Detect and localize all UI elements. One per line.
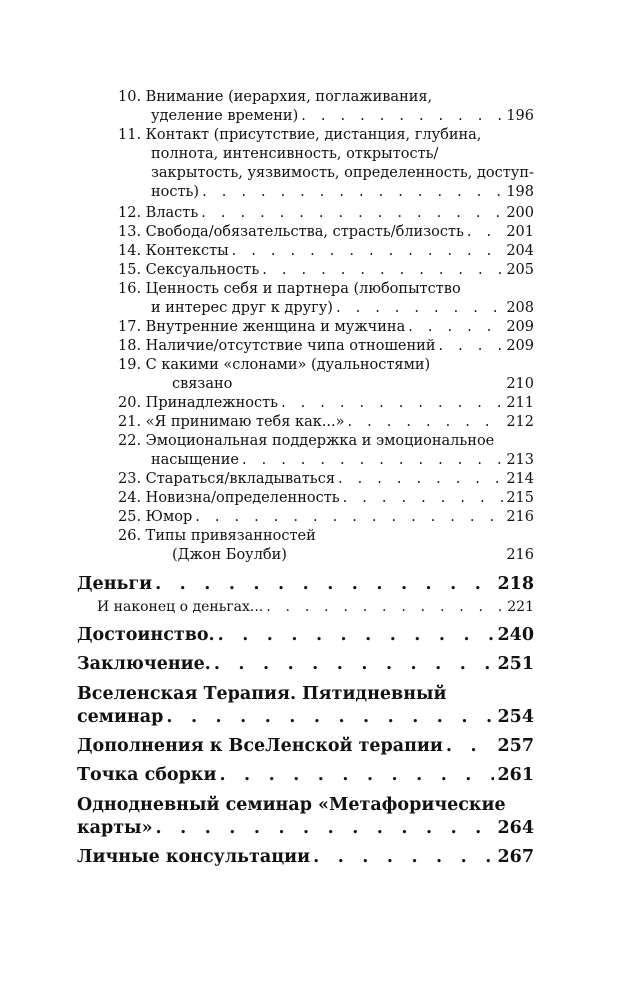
toc-entry: 14. Контексты . . . 204 [118,242,534,261]
toc-section: Дополнения к ВсеЛенской терапии . . . 257 [77,735,534,757]
toc-entry-line: закрытость, уязвимость, определенность, доступ- [151,165,534,181]
toc-entry: 18. Наличие/отсутствие чипа отношений . . . 209 [118,337,534,356]
toc-section-line: Вселенская Терапия. Пятидневный [77,684,447,704]
toc-entry: 23. Стараться/вкладываться . . . 214 [118,470,534,489]
page-number: 254 [497,707,534,727]
toc-entry: 12. Власть . . . 200 [118,204,534,223]
page-number: 216 [506,547,534,563]
page-number: 200 [506,205,534,221]
page-number: 210 [506,376,534,392]
page-number: 264 [497,818,534,838]
leader-dots [166,706,494,728]
leader-dots [336,299,503,318]
page-number: 257 [497,736,534,756]
page-number: 218 [497,574,534,594]
toc-entry: 13. Свобода/обязательства, страсть/близость . . . 201 [118,223,534,242]
page-number: 214 [506,471,534,487]
leader-dots [242,451,503,470]
toc-entry-line: уделение времени) . . . 196 [151,107,534,126]
toc-entry: 17. Внутренние женщина и мужчина . . . 209 [118,318,534,337]
leader-dots [218,624,495,646]
toc-section: Точка сборки . . . 261 [77,764,534,786]
toc-section: Деньги . . . 218 [77,573,534,595]
toc-section-line: карты» . . . 264 [77,817,534,839]
toc-entry-line: полнота, интенсивность, открытость/ [151,146,439,162]
leader-dots [343,489,504,508]
page-number: 208 [506,300,534,316]
page-number: 212 [506,414,534,430]
toc-entry-line: и интерес друг к другу) . . . 208 [151,299,534,318]
leader-dots [201,204,503,223]
toc-entry: 25. Юмор . . . 216 [118,508,534,527]
page-number: 251 [497,654,534,674]
page-number: 261 [497,765,534,785]
toc-entry-line: насыщение . . . 213 [151,451,534,470]
leader-dots [446,735,495,757]
toc-section: Достоинство. . . . 240 [77,624,534,646]
page-number: 201 [506,224,534,240]
toc-entry: 21. «Я принимаю тебя как...» . . . 212 [118,413,534,432]
page-number: 211 [506,395,534,411]
toc-entry-line: 16. Ценность себя и партнера (любопытство [118,281,461,297]
leader-dots [262,261,503,280]
toc-entry-line: 22. Эмоциональная поддержка и эмоциональное [118,433,495,449]
page-number: 221 [507,599,534,615]
page-number: 267 [497,847,534,867]
toc-entry-line: связано 210 [172,376,534,392]
leader-dots [281,394,503,413]
page-number: 204 [506,243,534,259]
page-number: 240 [497,625,534,645]
leader-dots [155,573,494,595]
toc-section-line: семинар . . . 254 [77,706,534,728]
leader-dots [408,318,503,337]
page-number: 213 [506,452,534,468]
leader-dots [202,183,503,202]
toc-entry: 20. Принадлежность . . . 211 [118,394,534,413]
page-number: 215 [506,490,534,506]
leader-dots [467,223,503,242]
toc-entry-line: 26. Типы привязанностей [118,528,316,544]
toc-entry-line: 19. С какими «слонами» (дуальностями) [118,357,431,373]
page-number: 196 [506,108,534,124]
leader-dots [195,508,503,527]
page-number: 205 [506,262,534,278]
toc-entry: 24. Новизна/определенность . . . 215 [118,489,534,508]
toc-entry-line: 10. Внимание (иерархия, поглаживания, [118,89,433,105]
toc-entry-line: (Джон Боулби) 216 [172,547,534,563]
toc-entry: 15. Сексуальность . . . 205 [118,261,534,280]
leader-dots [338,470,503,489]
page-number: 209 [506,319,534,335]
leader-dots [348,413,504,432]
leader-dots [301,107,503,126]
toc-section: Личные консультации . . . 267 [77,846,534,868]
leader-dots [439,337,504,356]
toc-section: Заключение. . . . 251 [77,653,534,675]
toc-entry-line: ность) . . . 198 [151,183,534,202]
page-number: 216 [506,509,534,525]
toc-subsection: И наконец о деньгах... . . . 221 [97,598,534,616]
leader-dots [232,242,504,261]
leader-dots [156,817,495,839]
toc-section-line: Однодневный семинар «Метафорические [77,795,506,815]
leader-dots [214,653,495,675]
page-number: 198 [506,184,534,200]
page-number: 209 [506,338,534,354]
leader-dots [266,598,504,616]
leader-dots [313,846,494,868]
leader-dots [219,764,494,786]
toc-entry-line: 11. Контакт (присутствие, дистанция, глубина, [118,127,482,143]
